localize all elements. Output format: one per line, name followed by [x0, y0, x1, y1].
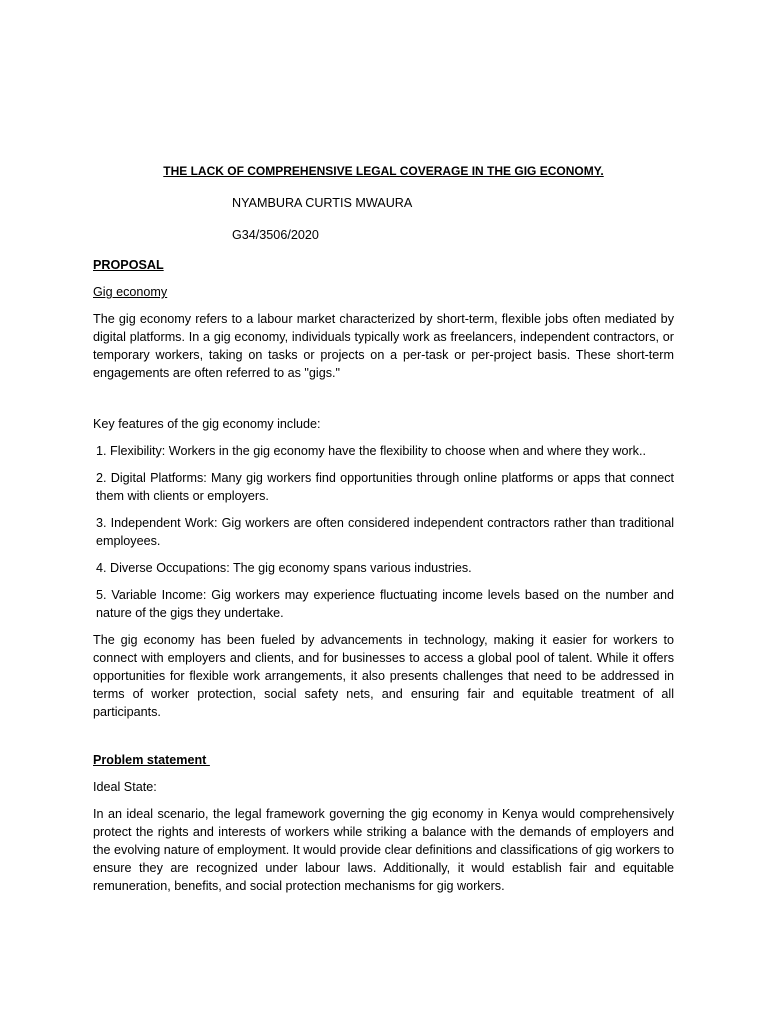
author-name: NYAMBURA CURTIS MWAURA [232, 196, 413, 210]
features-intro: Key features of the gig economy include: [93, 417, 321, 431]
registration-number: G34/3506/2020 [232, 228, 319, 242]
feature-item-flexibility: 1. Flexibility: Workers in the gig economy have the flexibility to choose when and where they work.. [96, 444, 646, 458]
proposal-heading: PROPOSAL [93, 258, 164, 272]
gig-economy-heading: Gig economy [93, 285, 168, 299]
feature-item-independent-work: 3. Independent Work: Gig workers are often considered independent contractors rather than traditional employees. [96, 516, 674, 548]
feature-item-digital-platforms: 2. Digital Platforms: Many gig workers find opportunities through online platforms or apps that connect them with clients or employers. [96, 471, 674, 503]
problem-statement-heading: Problem statement [93, 753, 210, 767]
document-title: THE LACK OF COMPREHENSIVE LEGAL COVERAGE IN THE GIG ECONOMY. [163, 164, 604, 178]
feature-item-diverse-occupations: 4. Diverse Occupations: The gig economy spans various industries. [96, 561, 472, 575]
feature-item-variable-income: 5. Variable Income: Gig workers may experience fluctuating income levels based on the number and nature of the gigs they undertake. [96, 588, 674, 620]
document-body [93, 162, 674, 895]
ideal-state-paragraph: In an ideal scenario, the legal framework governing the gig economy in Kenya would comprehensively protect the rights and interests of workers while striking a balance with the demands of employers and the evolving nature of employment. It would provide clear definitions and classifications of gig workers to ensure they are recognized under labour laws. Additionally, it would establish fair and equitable remuneration, benefits, and social protection mechanisms for gig workers. [93, 807, 674, 893]
advancement-paragraph: The gig economy has been fueled by advancements in technology, making it easier for workers to connect with employers and clients, and for businesses to access a global pool of talent. While it offers opportunities for flexible work arrangements, it also presents challenges that need to be addressed in terms of worker protection, social safety nets, and ensuring fair and equitable treatment of all participants. [93, 633, 674, 719]
ideal-state-label: Ideal State: [93, 780, 157, 794]
gig-definition-paragraph: The gig economy refers to a labour market characterized by short-term, flexible jobs often mediated by digital platforms. In a gig economy, individuals typically work as freelancers, independent contractors, or temporary workers, taking on tasks or projects on a per-task or per-project basis. These short-term engagements are often referred to as "gigs." [93, 312, 674, 380]
